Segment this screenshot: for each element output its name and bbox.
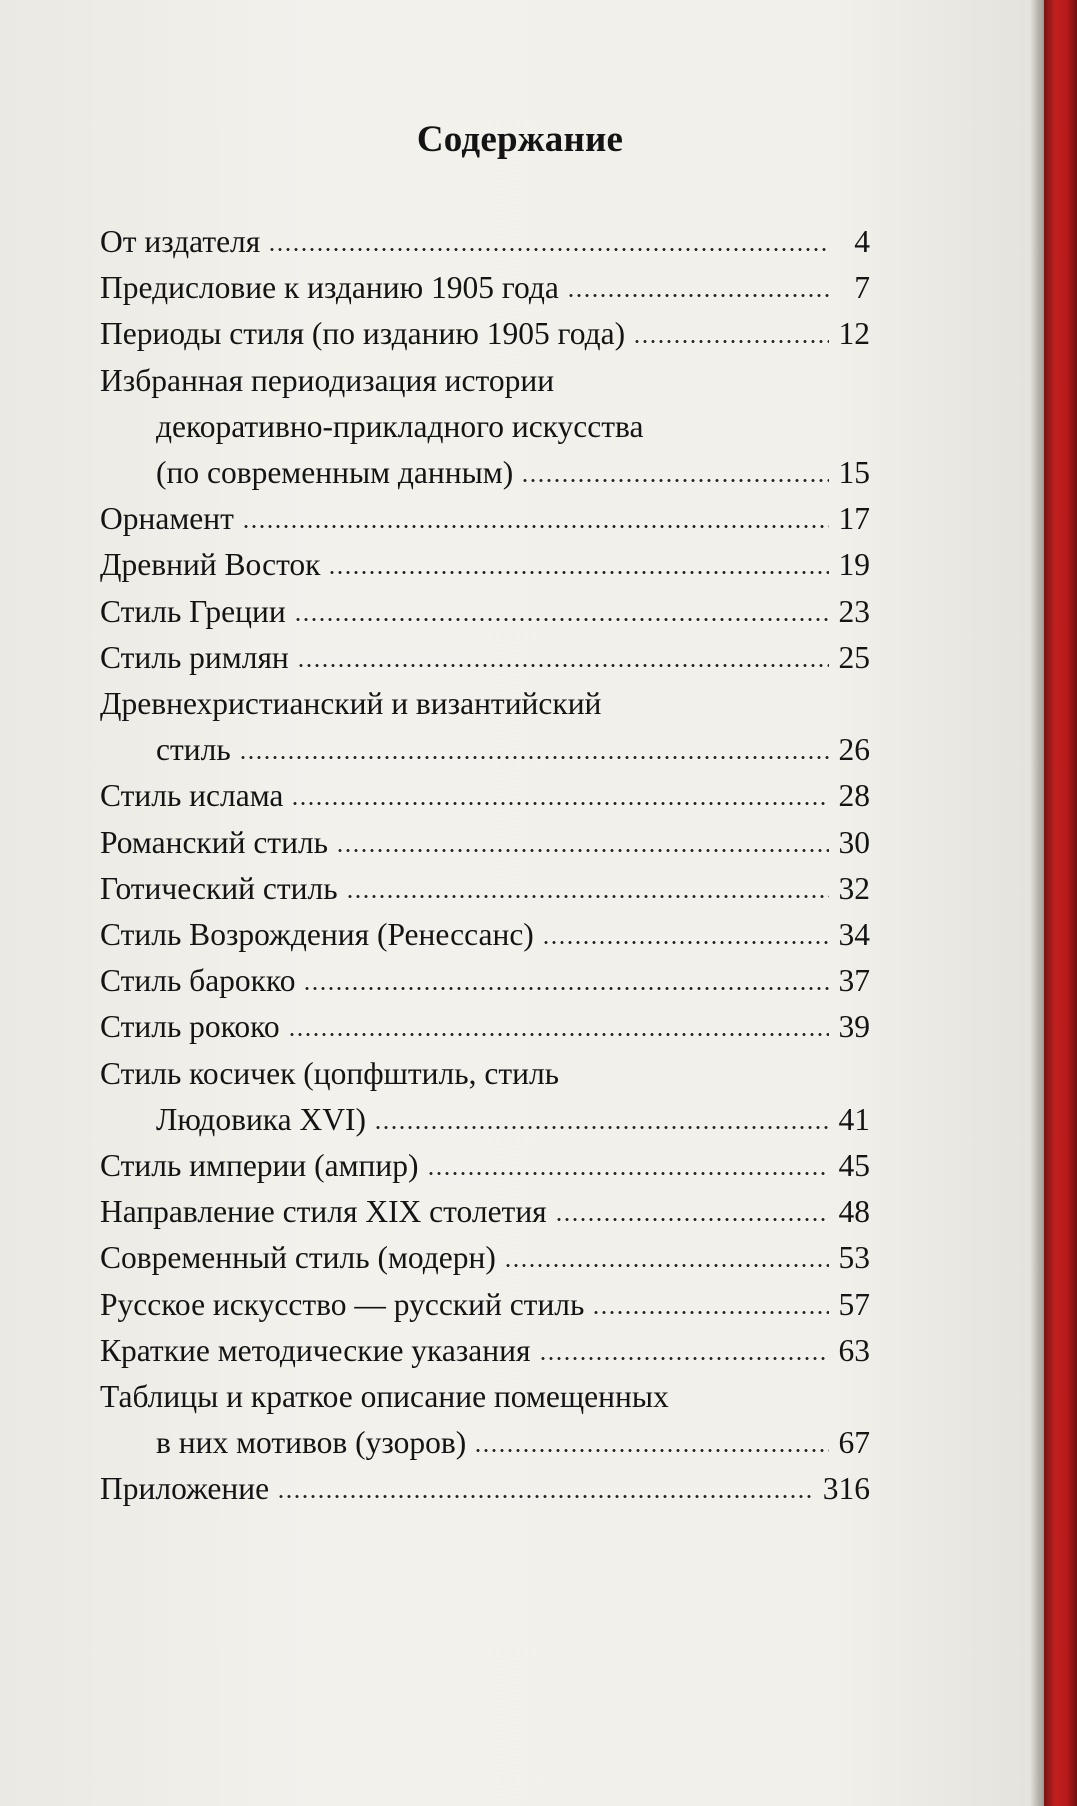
dot-leader xyxy=(297,664,829,667)
toc-page-number: 37 xyxy=(838,963,870,999)
toc-entry-line xyxy=(100,1007,870,1047)
dot-leader xyxy=(592,1311,828,1314)
dot-leader xyxy=(288,1033,829,1036)
toc-entry-text: Стиль Греции xyxy=(100,593,286,629)
dot-leader xyxy=(539,1357,829,1360)
dot-leader xyxy=(633,340,828,343)
toc-entry-text: Предисловие к изданию 1905 года xyxy=(100,270,559,306)
toc-page-number: 17 xyxy=(838,501,870,537)
dot-leader xyxy=(294,618,829,621)
toc-page-number: 23 xyxy=(838,593,870,629)
toc-page-number: 25 xyxy=(838,639,870,675)
toc-entry-line xyxy=(100,1238,870,1278)
toc-entry-text: в них мотивов (узоров) xyxy=(156,1425,467,1461)
toc-entry-text: Современный стиль (модерн) xyxy=(100,1240,496,1276)
page-edge-shadow xyxy=(1030,0,1044,1806)
toc-page-number: 7 xyxy=(854,270,870,306)
dot-leader xyxy=(239,756,829,759)
toc-entry-line xyxy=(100,545,870,585)
dot-leader xyxy=(268,248,830,251)
toc-page-number: 19 xyxy=(838,547,870,583)
toc-page-number: 12 xyxy=(838,316,870,352)
toc-entry-text: Русское искусство — русский стиль xyxy=(100,1286,585,1322)
toc-page-number: 63 xyxy=(838,1332,870,1368)
toc-page-number: 41 xyxy=(838,1101,870,1137)
toc-entry-text: Стиль ислама xyxy=(100,778,284,814)
toc-entry-line xyxy=(100,1285,870,1325)
toc-page-number: 30 xyxy=(838,824,870,860)
toc-entry-text: Древнехристианский и византийский xyxy=(100,686,602,721)
toc-page-number: 28 xyxy=(838,778,870,814)
toc-entry-line xyxy=(100,592,870,632)
dot-leader xyxy=(242,525,829,528)
toc-entry-text: (по современным данным) xyxy=(156,455,514,490)
toc-entry-text: Избранная периодизация истории xyxy=(100,362,555,398)
toc-page-number: 48 xyxy=(838,1194,870,1230)
toc-entry-line xyxy=(156,730,870,770)
page-title: Содержание xyxy=(416,119,624,160)
toc-entry-text: Краткие методические указания xyxy=(100,1332,531,1368)
toc-entry-line xyxy=(100,1054,870,1094)
dot-leader xyxy=(567,294,830,297)
toc-entry-text: Стиль римлян xyxy=(100,639,289,675)
toc-page-number: 45 xyxy=(838,1148,870,1183)
toc-page-number: 53 xyxy=(838,1240,870,1276)
toc-entry-line xyxy=(100,1331,870,1371)
toc-page-number: 67 xyxy=(838,1425,870,1461)
toc-entry-text: Стиль империи (ампир) xyxy=(100,1148,419,1183)
toc-entry-line xyxy=(100,1377,870,1417)
toc-entry-line xyxy=(100,499,870,539)
toc-entry-text: Периоды стиля (по изданию 1905 года) xyxy=(100,316,626,352)
toc-page-number: 15 xyxy=(838,455,870,490)
toc-entry-line xyxy=(156,1423,870,1463)
toc-entry-line xyxy=(100,961,870,1001)
toc-entry-line xyxy=(100,1192,870,1232)
toc-entry-text: Готический стиль xyxy=(100,870,338,906)
toc-entry-line xyxy=(156,407,870,447)
toc-entry-line xyxy=(100,823,870,863)
toc-page-number: 57 xyxy=(838,1286,870,1322)
dot-leader xyxy=(291,802,828,805)
toc-entry-text: От издателя xyxy=(100,224,261,259)
toc-entry-line xyxy=(100,222,870,262)
dot-leader xyxy=(277,1495,813,1498)
toc-entry-text: Орнамент xyxy=(100,501,234,537)
toc-entry-line xyxy=(100,638,870,678)
toc-entry-line xyxy=(100,361,870,401)
toc-page-number: 26 xyxy=(838,732,870,768)
toc-entry-line xyxy=(100,869,870,909)
dot-leader xyxy=(303,987,828,990)
toc-entry-line xyxy=(100,1146,870,1186)
toc-entry-text: Романский стиль xyxy=(100,824,329,860)
toc-entry-text: Таблицы и краткое описание помещенных xyxy=(100,1379,669,1414)
toc-entry-line xyxy=(100,1469,870,1509)
dot-leader xyxy=(521,479,828,482)
toc-entry-text: Стиль рококо xyxy=(100,1009,280,1045)
toc-entry-text: Приложение xyxy=(100,1471,270,1507)
toc-entry-line xyxy=(100,915,870,955)
dot-leader xyxy=(555,1218,829,1221)
toc-page-number: 34 xyxy=(838,917,870,952)
toc-entry-text: Людовика XVI) xyxy=(156,1101,366,1137)
toc-entry-text: Стиль Возрождения (Ренессанс) xyxy=(100,917,534,952)
dot-leader xyxy=(474,1449,828,1452)
dot-leader xyxy=(346,895,829,898)
toc-entry-line xyxy=(100,314,870,354)
dot-leader xyxy=(374,1126,829,1129)
toc-page-number: 4 xyxy=(854,224,870,259)
toc-entry-line xyxy=(100,776,870,816)
toc-page-number: 32 xyxy=(838,870,870,906)
toc-entry-text: Направление стиля XIX столетия xyxy=(100,1194,547,1230)
toc-entry-text: стиль xyxy=(156,732,231,768)
dot-leader xyxy=(336,849,828,852)
toc-entry-text: декоративно-прикладного искусства xyxy=(156,408,644,444)
dot-leader xyxy=(328,571,828,574)
dot-leader xyxy=(542,941,829,944)
toc-entry-text: Стиль барокко xyxy=(100,963,296,999)
red-book-spine xyxy=(1044,0,1077,1806)
toc-entry-text: Древний Восток xyxy=(100,547,321,583)
toc-entry-text: Стиль косичек (цопфштиль, стиль xyxy=(100,1055,560,1091)
toc-page-number: 39 xyxy=(838,1009,870,1045)
toc-entry-line xyxy=(156,453,870,493)
toc-page-number: 316 xyxy=(822,1471,870,1507)
toc-entry-line xyxy=(100,268,870,308)
dot-leader xyxy=(427,1172,829,1175)
toc-entry-line xyxy=(100,684,870,724)
toc-entry-line xyxy=(156,1100,870,1140)
dot-leader xyxy=(504,1264,829,1267)
